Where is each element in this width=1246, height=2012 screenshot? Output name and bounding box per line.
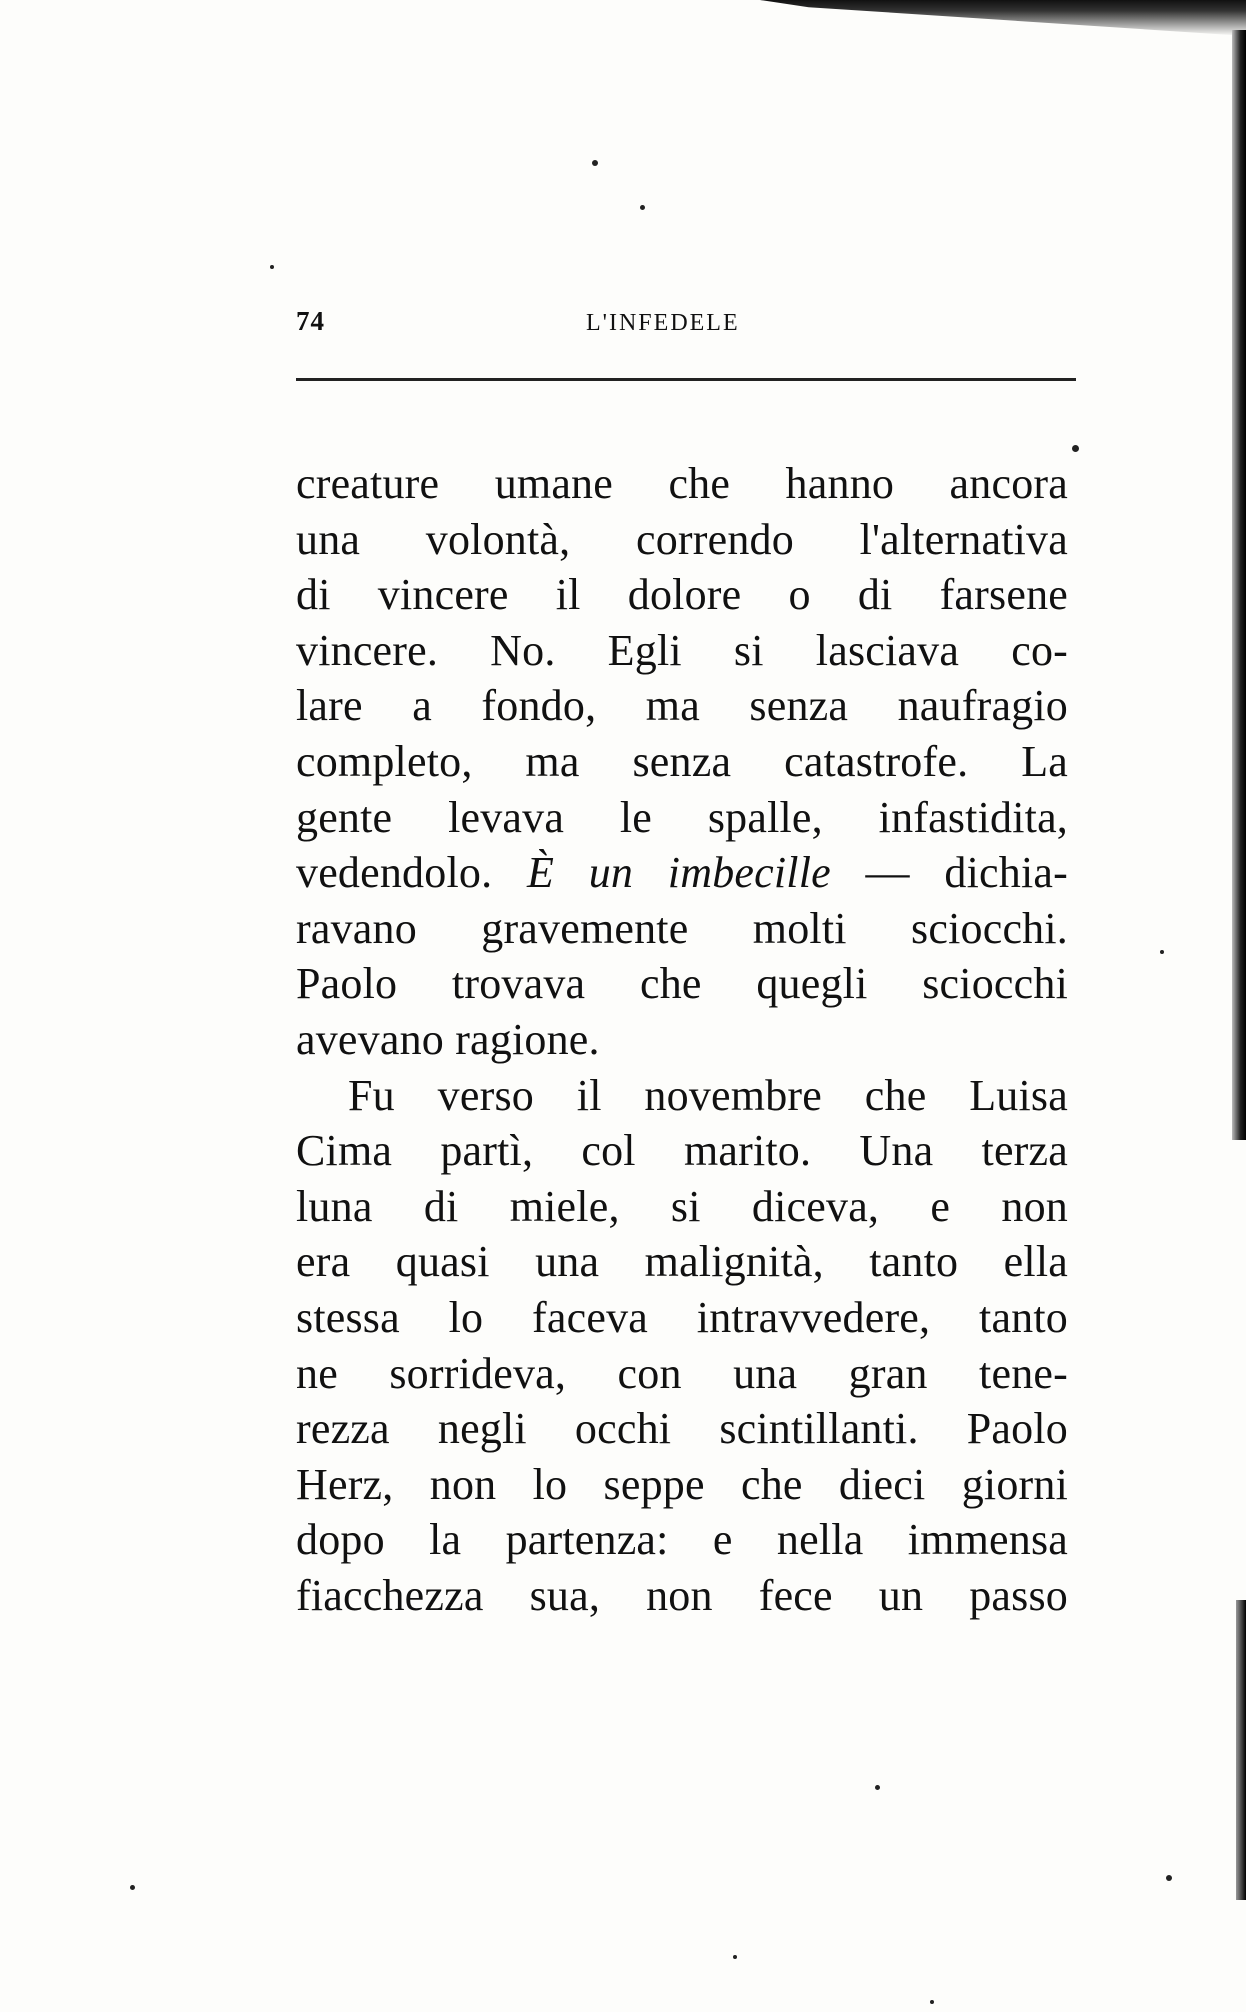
text-line: Fu verso il novembre che Luisa [348, 1070, 1068, 1120]
page-header [296, 302, 1076, 346]
text-segment: — dichia- [830, 848, 1068, 898]
text-line: gente levava le spalle, infastidita, [296, 792, 1068, 842]
scan-speck [130, 1885, 135, 1890]
text-line: una volontà, correndo l'alternativa [296, 514, 1068, 564]
scan-speck [733, 1955, 737, 1959]
text-line: completo, ma senza catastrofe. La [296, 736, 1068, 786]
text-line: di vincere il dolore o di farsene [296, 570, 1068, 620]
scan-speck [270, 265, 274, 269]
text-line: lare a fondo, ma senza naufragio [296, 681, 1068, 731]
header-rule [296, 378, 1076, 381]
scan-speck [930, 2000, 934, 2004]
scan-speck [640, 205, 645, 210]
scan-speck [1166, 1875, 1172, 1881]
text-line: avevano ragione. [296, 1014, 600, 1064]
text-line-with-italic [296, 845, 1068, 901]
text-line: dopo la partenza: e nella immensa [296, 1515, 1068, 1565]
text-line: era quasi una malignità, tanto ella [296, 1237, 1068, 1287]
text-line: fiacchezza sua, non fece un passo [296, 1570, 1068, 1620]
text-line: ne sorrideva, con una gran tene- [296, 1348, 1068, 1398]
body-text [296, 456, 1068, 1623]
scan-edge-right [1232, 30, 1246, 1140]
scan-edge-right-lower [1236, 1600, 1246, 1900]
page-number: 74 [296, 306, 325, 336]
text-line: Herz, non lo seppe che dieci giorni [296, 1459, 1068, 1509]
text-line: Cima partì, col marito. Una terza [296, 1126, 1068, 1176]
text-line: vincere. No. Egli si lasciava co- [296, 625, 1068, 675]
text-line: Paolo trovava che quegli sciocchi [296, 959, 1068, 1009]
text-line: ravano gravemente molti sciocchi. [296, 903, 1068, 953]
scan-speck [875, 1785, 880, 1790]
scan-speck [1072, 445, 1079, 452]
text-line: creature umane che hanno ancora [296, 459, 1068, 508]
text-line: luna di miele, si diceva, e non [296, 1181, 1068, 1231]
scan-speck [1160, 950, 1164, 954]
italic-quote: È un imbecille [526, 848, 831, 898]
text-line: stessa lo faceva intravvedere, tanto [296, 1292, 1068, 1342]
text-segment: vedendolo. [296, 848, 527, 898]
scan-speck [592, 160, 598, 166]
scan-edge-top [760, 0, 1246, 36]
text-line: rezza negli occhi scintillanti. Paolo [296, 1404, 1068, 1454]
running-title: L'INFEDELE [586, 310, 740, 336]
